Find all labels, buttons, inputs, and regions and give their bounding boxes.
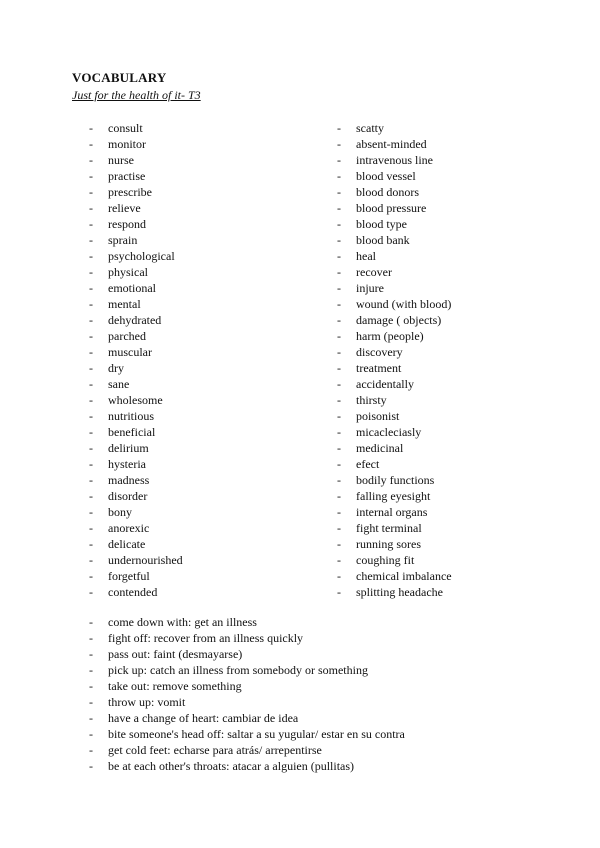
vocabulary-item: - poisonist (337, 408, 452, 424)
vocabulary-item: - blood bank (337, 232, 452, 248)
vocabulary-item: - bony (89, 504, 183, 520)
vocabulary-item: - mental (89, 296, 183, 312)
vocabulary-item: - delirium (89, 440, 183, 456)
vocabulary-item: - damage ( objects) (337, 312, 452, 328)
vocabulary-item: - prescribe (89, 184, 183, 200)
vocabulary-item: - efect (337, 456, 452, 472)
vocabulary-item: - wound (with blood) (337, 296, 452, 312)
vocabulary-item: - madness (89, 472, 183, 488)
vocabulary-item: - hysteria (89, 456, 183, 472)
vocabulary-item: - dehydrated (89, 312, 183, 328)
vocabulary-item: - treatment (337, 360, 452, 376)
vocabulary-item: - absent-minded (337, 136, 452, 152)
vocabulary-item: - thirsty (337, 392, 452, 408)
phrase-item: - pass out: faint (desmayarse) (89, 646, 405, 662)
vocabulary-item: - harm (people) (337, 328, 452, 344)
vocabulary-item: - respond (89, 216, 183, 232)
vocabulary-item: - bodily functions (337, 472, 452, 488)
vocabulary-item: - accidentally (337, 376, 452, 392)
vocabulary-item: - psychological (89, 248, 183, 264)
vocabulary-item: - blood type (337, 216, 452, 232)
vocabulary-item: - sane (89, 376, 183, 392)
vocabulary-item: - forgetful (89, 568, 183, 584)
vocabulary-item: - consult (89, 120, 183, 136)
vocabulary-item: - nutritious (89, 408, 183, 424)
vocabulary-item: - dry (89, 360, 183, 376)
phrase-item: - come down with: get an illness (89, 614, 405, 630)
vocabulary-item: - micacleciasly (337, 424, 452, 440)
phrase-item: - have a change of heart: cambiar de idea (89, 710, 405, 726)
phrasal-verbs-list (89, 614, 405, 774)
phrase-item: - bite someone's head off: saltar a su yugular/ estar en su contra (89, 726, 405, 742)
page-subtitle: Just for the health of it- T3 (72, 88, 201, 102)
vocabulary-item: - undernourished (89, 552, 183, 568)
vocabulary-item: - wholesome (89, 392, 183, 408)
vocabulary-item: - monitor (89, 136, 183, 152)
phrase-item: - pick up: catch an illness from somebody or something (89, 662, 405, 678)
vocabulary-item: - disorder (89, 488, 183, 504)
vocabulary-item: - nurse (89, 152, 183, 168)
vocabulary-item: - discovery (337, 344, 452, 360)
vocabulary-item: - sprain (89, 232, 183, 248)
vocabulary-item: - blood vessel (337, 168, 452, 184)
vocabulary-item: - blood pressure (337, 200, 452, 216)
vocabulary-item: - splitting headache (337, 584, 452, 600)
left-vocabulary-list (89, 120, 183, 600)
vocabulary-item: - contended (89, 584, 183, 600)
vocabulary-item: - medicinal (337, 440, 452, 456)
phrase-item: - throw up: vomit (89, 694, 405, 710)
phrase-item: - be at each other's throats: atacar a alguien (pullitas) (89, 758, 405, 774)
vocabulary-item: - recover (337, 264, 452, 280)
vocabulary-item: - falling eyesight (337, 488, 452, 504)
vocabulary-item: - anorexic (89, 520, 183, 536)
vocabulary-item: - blood donors (337, 184, 452, 200)
vocabulary-item: - coughing fit (337, 552, 452, 568)
vocabulary-item: - running sores (337, 536, 452, 552)
vocabulary-item: - injure (337, 280, 452, 296)
vocabulary-item: - muscular (89, 344, 183, 360)
vocabulary-item: - physical (89, 264, 183, 280)
page-title: VOCABULARY (72, 70, 167, 85)
vocabulary-item: - scatty (337, 120, 452, 136)
vocabulary-item: - relieve (89, 200, 183, 216)
vocabulary-item: - delicate (89, 536, 183, 552)
phrase-item: - get cold feet: echarse para atrás/ arrepentirse (89, 742, 405, 758)
vocabulary-item: - beneficial (89, 424, 183, 440)
phrase-item: - take out: remove something (89, 678, 405, 694)
vocabulary-item: - intravenous line (337, 152, 452, 168)
right-vocabulary-list (337, 120, 452, 600)
vocabulary-item: - chemical imbalance (337, 568, 452, 584)
vocabulary-item: - internal organs (337, 504, 452, 520)
vocabulary-item: - practise (89, 168, 183, 184)
vocabulary-item: - emotional (89, 280, 183, 296)
vocabulary-item: - fight terminal (337, 520, 452, 536)
vocabulary-item: - heal (337, 248, 452, 264)
phrase-item: - fight off: recover from an illness quickly (89, 630, 405, 646)
vocabulary-item: - parched (89, 328, 183, 344)
